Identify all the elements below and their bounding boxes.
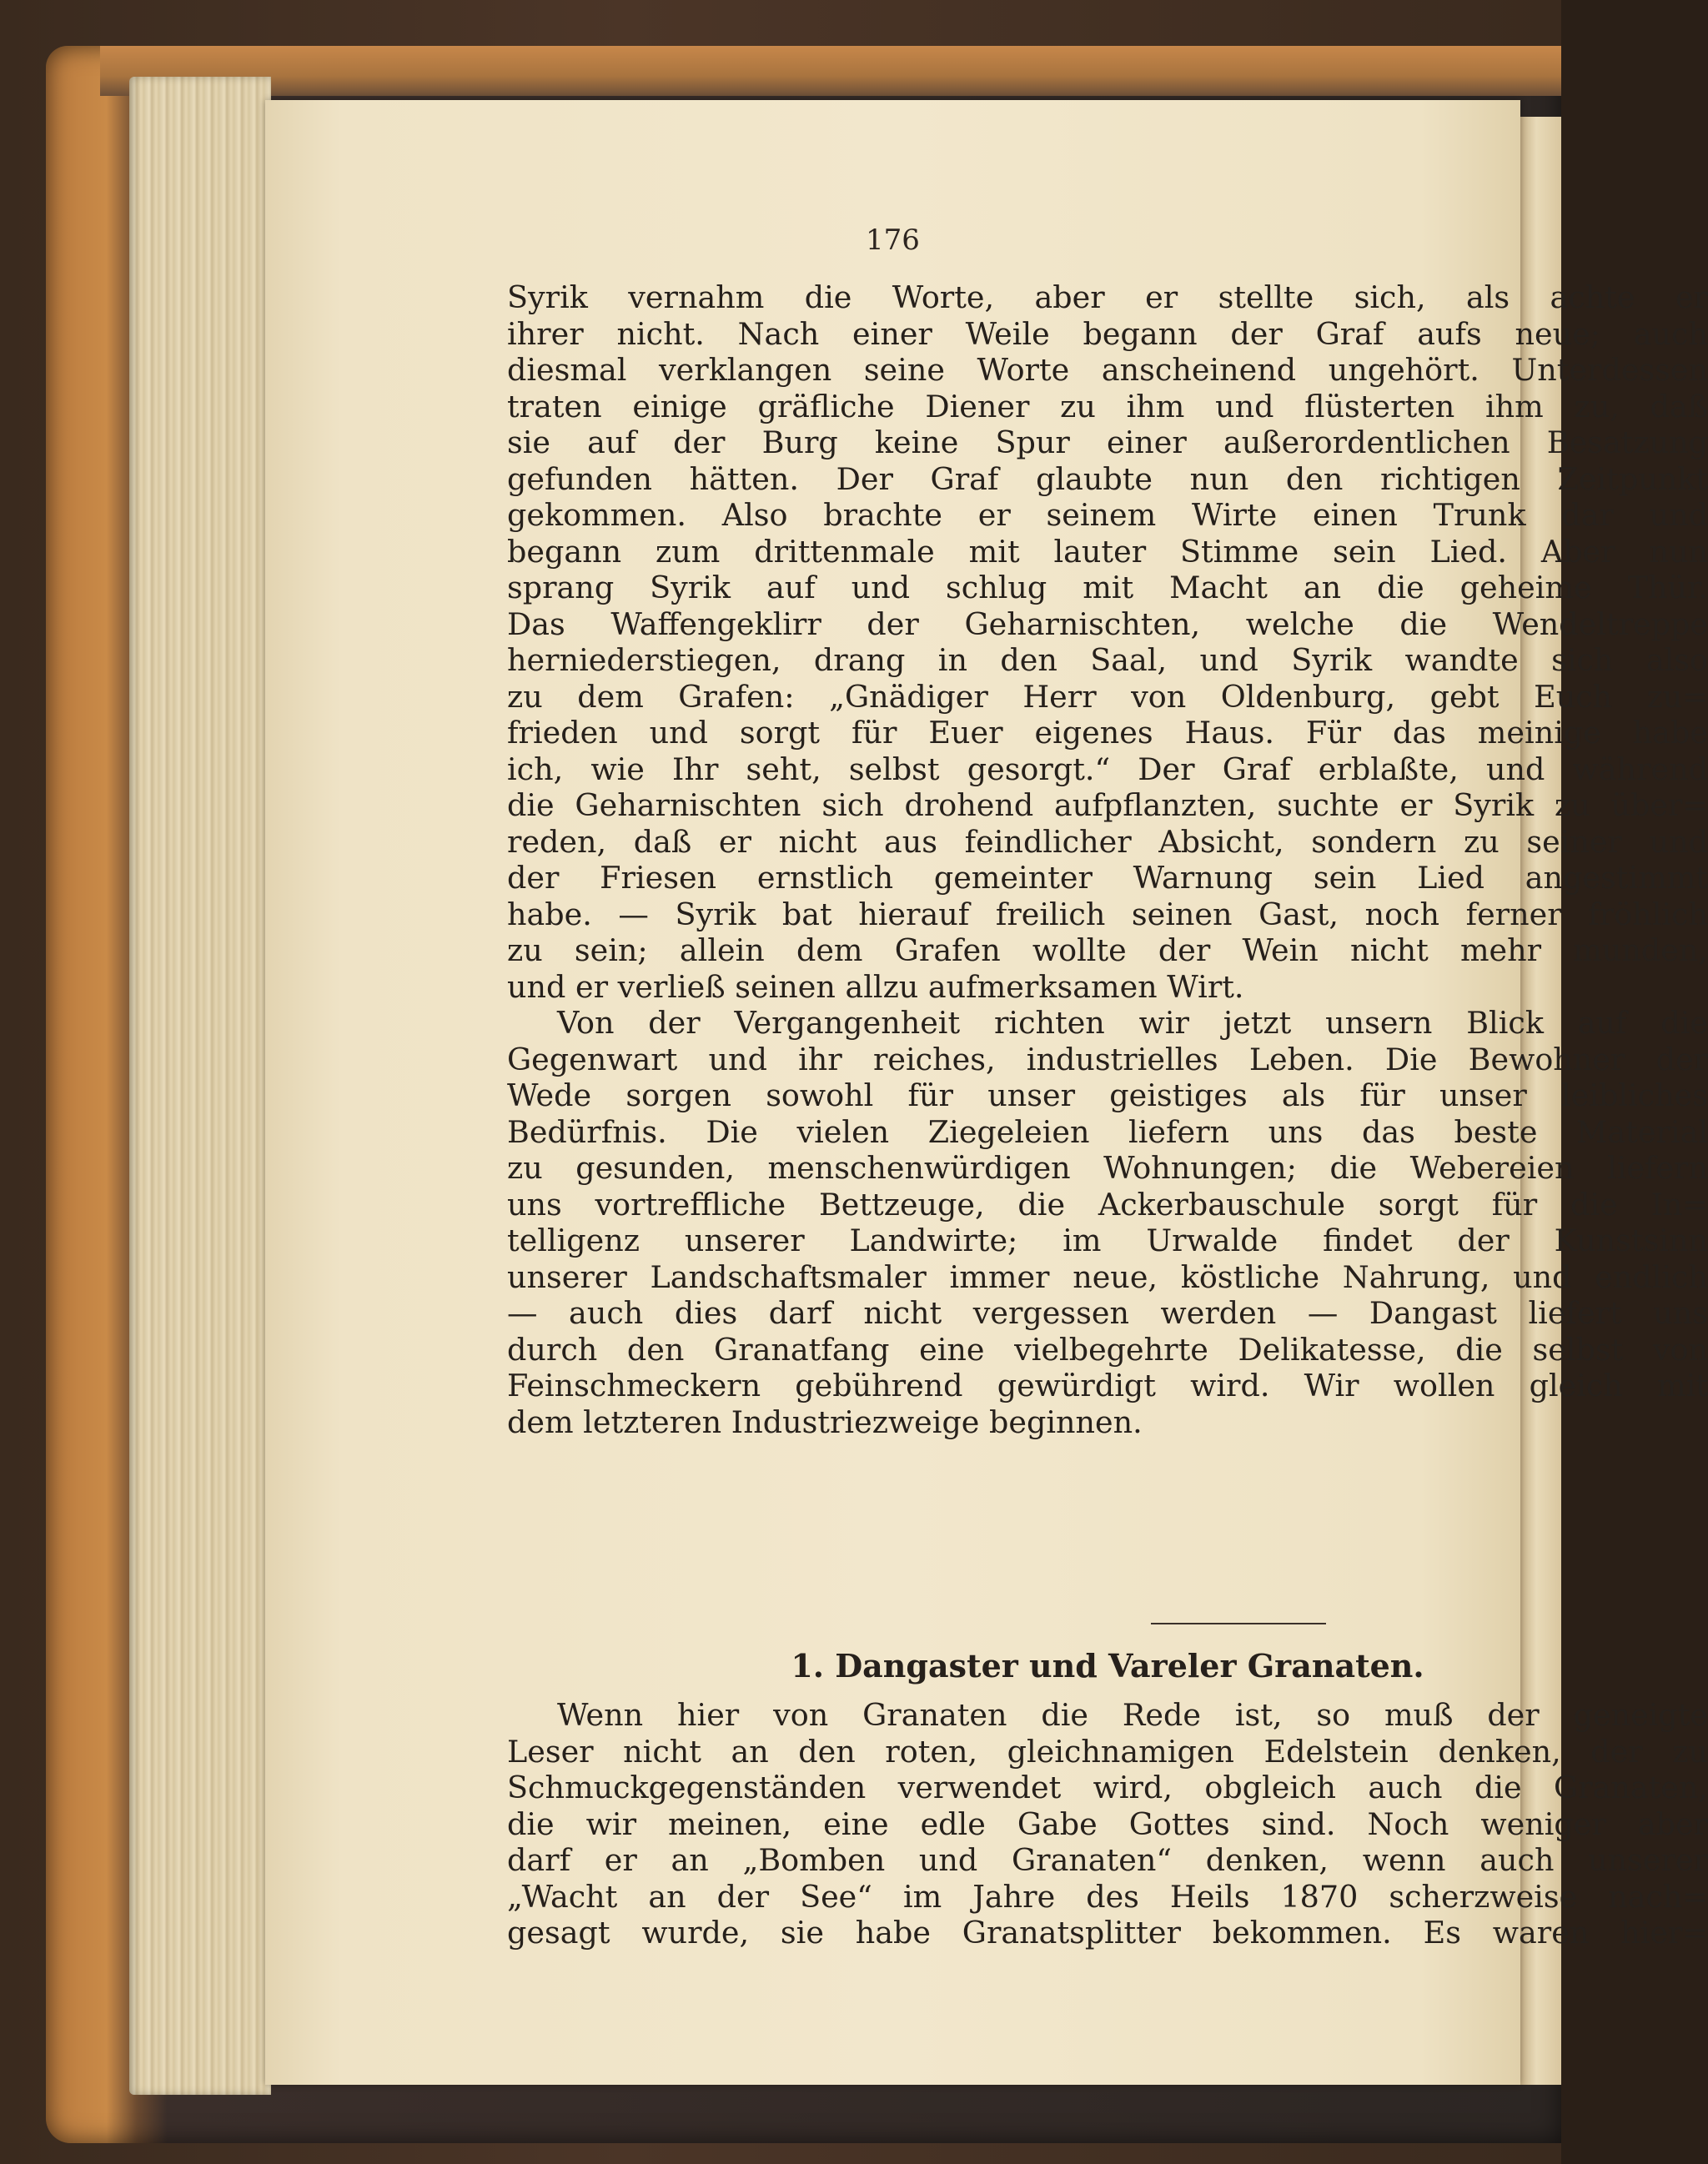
text-line: darf er an „Bomben und Granaten“ denken, wenn auch unserer — [507, 1842, 1708, 1878]
text-line: habe. — Syrik bat hierauf freilich seinen Gast, noch ferner fröhlich — [507, 896, 1708, 932]
text-line: Feinschmeckern gebührend gewürdigt wird. Wir wollen gleich mit — [507, 1368, 1708, 1403]
page-number: 176 — [866, 223, 920, 257]
text-line: und er verließ seinen allzu aufmerksamen Wirt. — [507, 968, 1244, 1005]
text-line: begann zum drittenmale mit lauter Stimme sein Lied. Aber nun — [507, 533, 1708, 570]
text-line: dem letzteren Industriezweige beginnen. — [507, 1403, 1143, 1440]
text-line: Wenn hier von Granaten die Rede ist, so muß der geneigte — [557, 1697, 1708, 1733]
text-line: zu gesunden, menschenwürdigen Wohnungen; die Webereien liefern — [507, 1150, 1708, 1186]
text-line: sie auf der Burg keine Spur einer außerordentlichen Besatzung — [507, 424, 1708, 460]
text-line: traten einige gräfliche Diener zu ihm und flüsterten ihm zu, daß — [507, 388, 1708, 424]
text-line: Syrik vernahm die Worte, aber er stellte sich, als achte er — [507, 279, 1708, 315]
text-line: unserer Landschaftsmaler immer neue, köstliche Nahrung, und endlich — [507, 1258, 1708, 1295]
paragraph-1 — [507, 279, 1708, 1005]
book-cover-top-edge — [100, 46, 1561, 96]
text-line: Gegenwart und ihr reiches, industrielles Leben. Die Bewohner der — [507, 1041, 1708, 1077]
text-line: gesagt wurde, sie habe Granatsplitter bekommen. Es waren hier= — [507, 1915, 1708, 1951]
text-line: gekommen. Also brachte er seinem Wirte einen Trunk dar und — [507, 497, 1708, 533]
text-line: telligenz unserer Landwirte; im Urwalde findet der Kunstsinn — [507, 1223, 1708, 1258]
text-line: reden, daß er nicht aus feindlicher Absicht, sondern zu seiner und — [507, 823, 1708, 860]
text-line: ihrer nicht. Nach einer Weile begann der Graf aufs neue; auch — [507, 315, 1708, 352]
text-line: uns vortreffliche Bettzeuge, die Ackerbauschule sorgt für die In= — [507, 1186, 1708, 1223]
text-line: Wede sorgen sowohl für unser geistiges als für unser leibliches — [507, 1077, 1708, 1113]
text-line: die Geharnischten sich drohend aufpflanzten, suchte er Syrik zu über= — [507, 787, 1708, 823]
text-line: gefunden hätten. Der Graf glaubte nun den richtigen Zeitpunkt — [507, 460, 1708, 497]
page-stack-edge — [129, 77, 271, 2095]
text-line: durch den Granatfang eine vielbegehrte Delikatesse, die selbst von — [507, 1331, 1708, 1368]
text-line: sprang Syrik auf und schlug mit Macht an die geheime Thür. — [507, 570, 1708, 605]
text-line: Leser nicht an den roten, gleichnamigen Edelstein denken, der zu — [507, 1733, 1708, 1770]
text-line: die wir meinen, eine edle Gabe Gottes sind. Noch weniger aber — [507, 1805, 1708, 1842]
paragraph-2 — [507, 1005, 1708, 1440]
text-line: Schmuckgegenständen verwendet wird, obgleich auch die Granaten, — [507, 1770, 1708, 1805]
text-line: Bedürfnis. Die vielen Ziegeleien liefern uns das beste Material — [507, 1113, 1708, 1150]
text-line: — auch dies darf nicht vergessen werden — Dangast liefert uns — [507, 1295, 1708, 1331]
text-line: frieden und sorgt für Euer eigenes Haus. Für das meinige habe — [507, 715, 1708, 751]
text-line: ich, wie Ihr seht, selbst gesorgt.“ Der Graf erblaßte, und während — [507, 751, 1708, 787]
text-line: Von der Vergangenheit richten wir jetzt unsern Blick auf die — [557, 1005, 1708, 1041]
text-line: „Wacht an der See“ im Jahre des Heils 1870 scherzweise nach= — [507, 1878, 1708, 1915]
section-divider — [1151, 1623, 1326, 1624]
text-line: diesmal verklangen seine Worte anscheinend ungehört. Unterdessen — [507, 352, 1708, 388]
paragraph-3 — [507, 1697, 1708, 1951]
text-line: zu dem Grafen: „Gnädiger Herr von Oldenburg, gebt Euch zu= — [507, 678, 1708, 715]
main-text-block — [507, 279, 1708, 1440]
section-heading: 1. Dangaster und Vareler Granaten. — [791, 1647, 1424, 1685]
text-line: der Friesen ernstlich gemeinter Warnung sein Lied angestimmt — [507, 860, 1708, 896]
book-page — [265, 100, 1708, 2085]
text-line: Das Waffengeklirr der Geharnischten, welche die Wendeltreppe — [507, 605, 1708, 642]
section-text-block — [507, 1697, 1708, 1951]
text-line: zu sein; allein dem Grafen wollte der Wein nicht mehr munden, — [507, 932, 1708, 968]
text-line: herniederstiegen, drang in den Saal, und Syrik wandte sich also — [507, 642, 1708, 678]
